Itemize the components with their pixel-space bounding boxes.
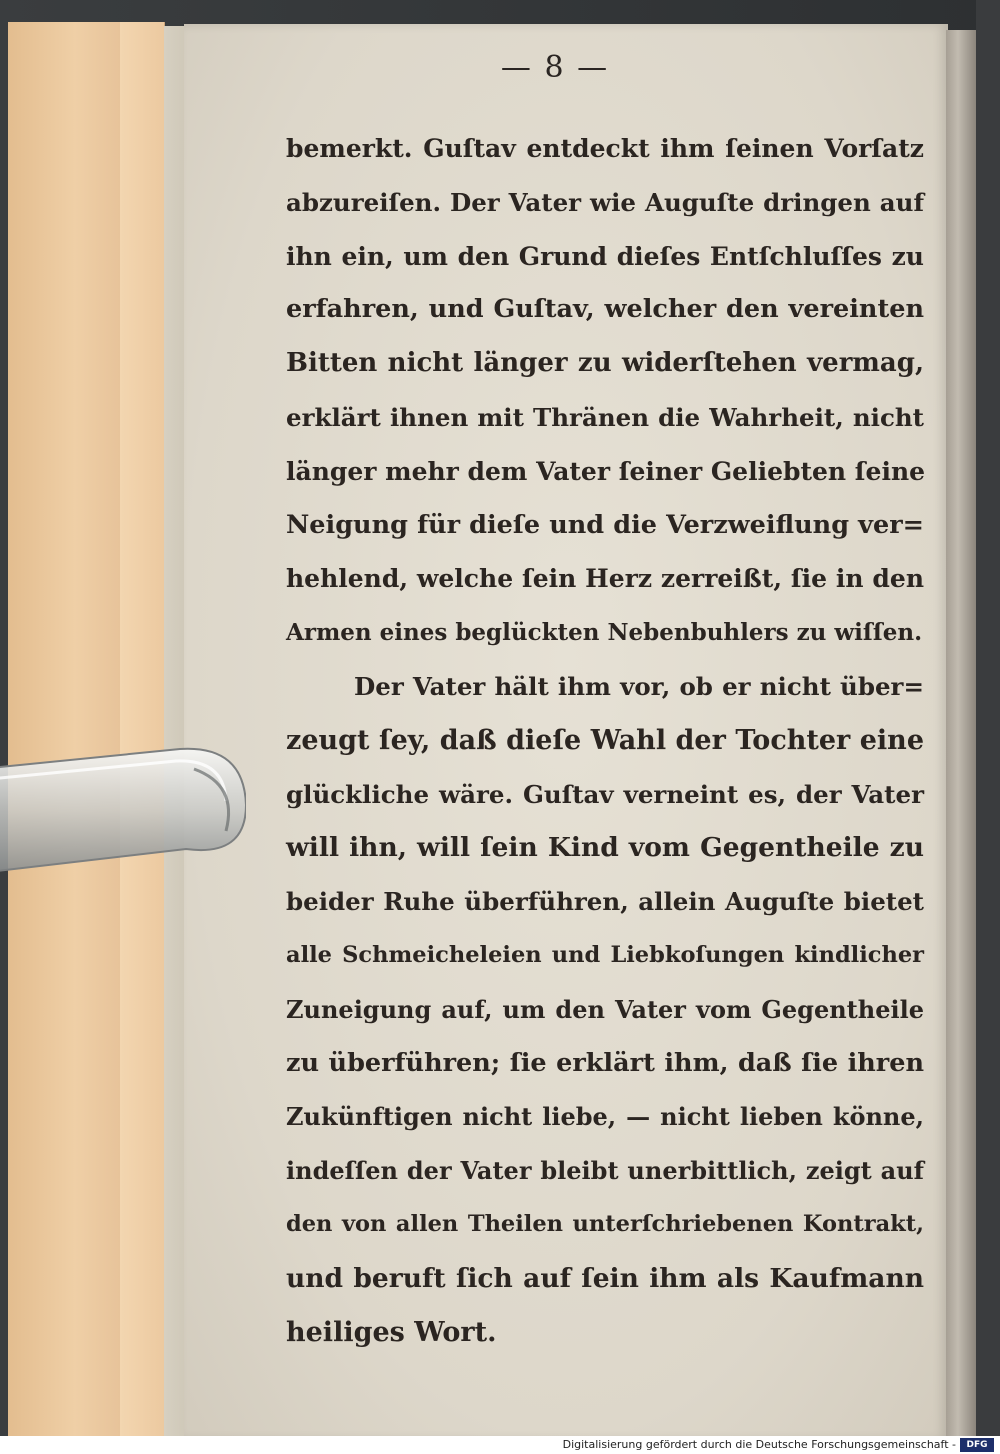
text-line: hehlend, welche ſein Herz zerreißt, ſie in den <box>286 564 924 594</box>
body-text <box>286 122 924 1359</box>
dfg-logo: DFG <box>960 1438 994 1452</box>
text-line: und beruft ſich auf ſein ihm als Kaufmann <box>286 1262 924 1294</box>
text-line: Der Vater hält ihm vor, ob er nicht über= <box>354 671 924 701</box>
text-line: Bitten nicht länger zu widerſtehen vermag, <box>286 348 924 379</box>
text-line: alle Schmeicheleien und Liebkoſungen kindlicher <box>286 941 924 968</box>
text-line: zu überführen; ſie erklärt ihm, daß ſie ihren <box>286 1047 924 1078</box>
page-stack-edge <box>946 30 976 1440</box>
glass-page-holder <box>0 745 246 895</box>
page-edge-left <box>164 26 186 1440</box>
page-number: — 8 — <box>500 50 610 85</box>
background-right <box>976 0 1000 1454</box>
text-line: bemerkt. Guſtav entdeckt ihm ſeinen Vorſatz <box>286 134 924 163</box>
text-line: Zukünftigen nicht liebe, — nicht lieben könne, <box>286 1102 924 1132</box>
text-line: indeſſen der Vater bleibt unerbittlich, zeigt auf <box>286 1156 924 1186</box>
text-line: glückliche wäre. Guſtav verneint es, der Vater <box>286 779 924 809</box>
text-line: will ihn, will ſein Kind vom Gegentheile zu <box>286 832 924 864</box>
text-line: beider Ruhe überführen, allein Auguſte bietet <box>286 887 924 917</box>
text-line: erfahren, und Guſtav, welcher den vereinten <box>286 294 924 325</box>
text-line: ihn ein, um den Grund dieſes Entſchluſſes zu <box>286 241 924 271</box>
text-line: zeugt ſey, daß dieſe Wahl der Tochter eine <box>286 724 924 756</box>
book-cover-left <box>8 22 122 1440</box>
text-line: abzureiſen. Der Vater wie Auguſte dringen auf <box>286 187 924 217</box>
text-line: Zuneigung auf, um den Vater vom Gegentheile <box>286 994 924 1024</box>
text-line: länger mehr dem Vater ſeiner Geliebten ſeine <box>286 456 926 486</box>
text-line: erklärt ihnen mit Thränen die Wahrheit, nicht <box>286 402 924 432</box>
text-line: heiliges Wort. <box>286 1316 497 1348</box>
text-line: den von allen Theilen unterſchriebenen Kontrakt, <box>286 1210 924 1237</box>
text-line: Armen eines beglückten Nebenbuhlers zu wiſſen. <box>286 619 923 647</box>
footer-credit: Digitalisierung gefördert durch die Deutsche Forschungsgemeinschaft - <box>562 1438 956 1451</box>
book-cover-strip <box>120 22 165 1440</box>
text-line: Neigung für dieſe und die Verzweiflung ver= <box>286 509 924 540</box>
